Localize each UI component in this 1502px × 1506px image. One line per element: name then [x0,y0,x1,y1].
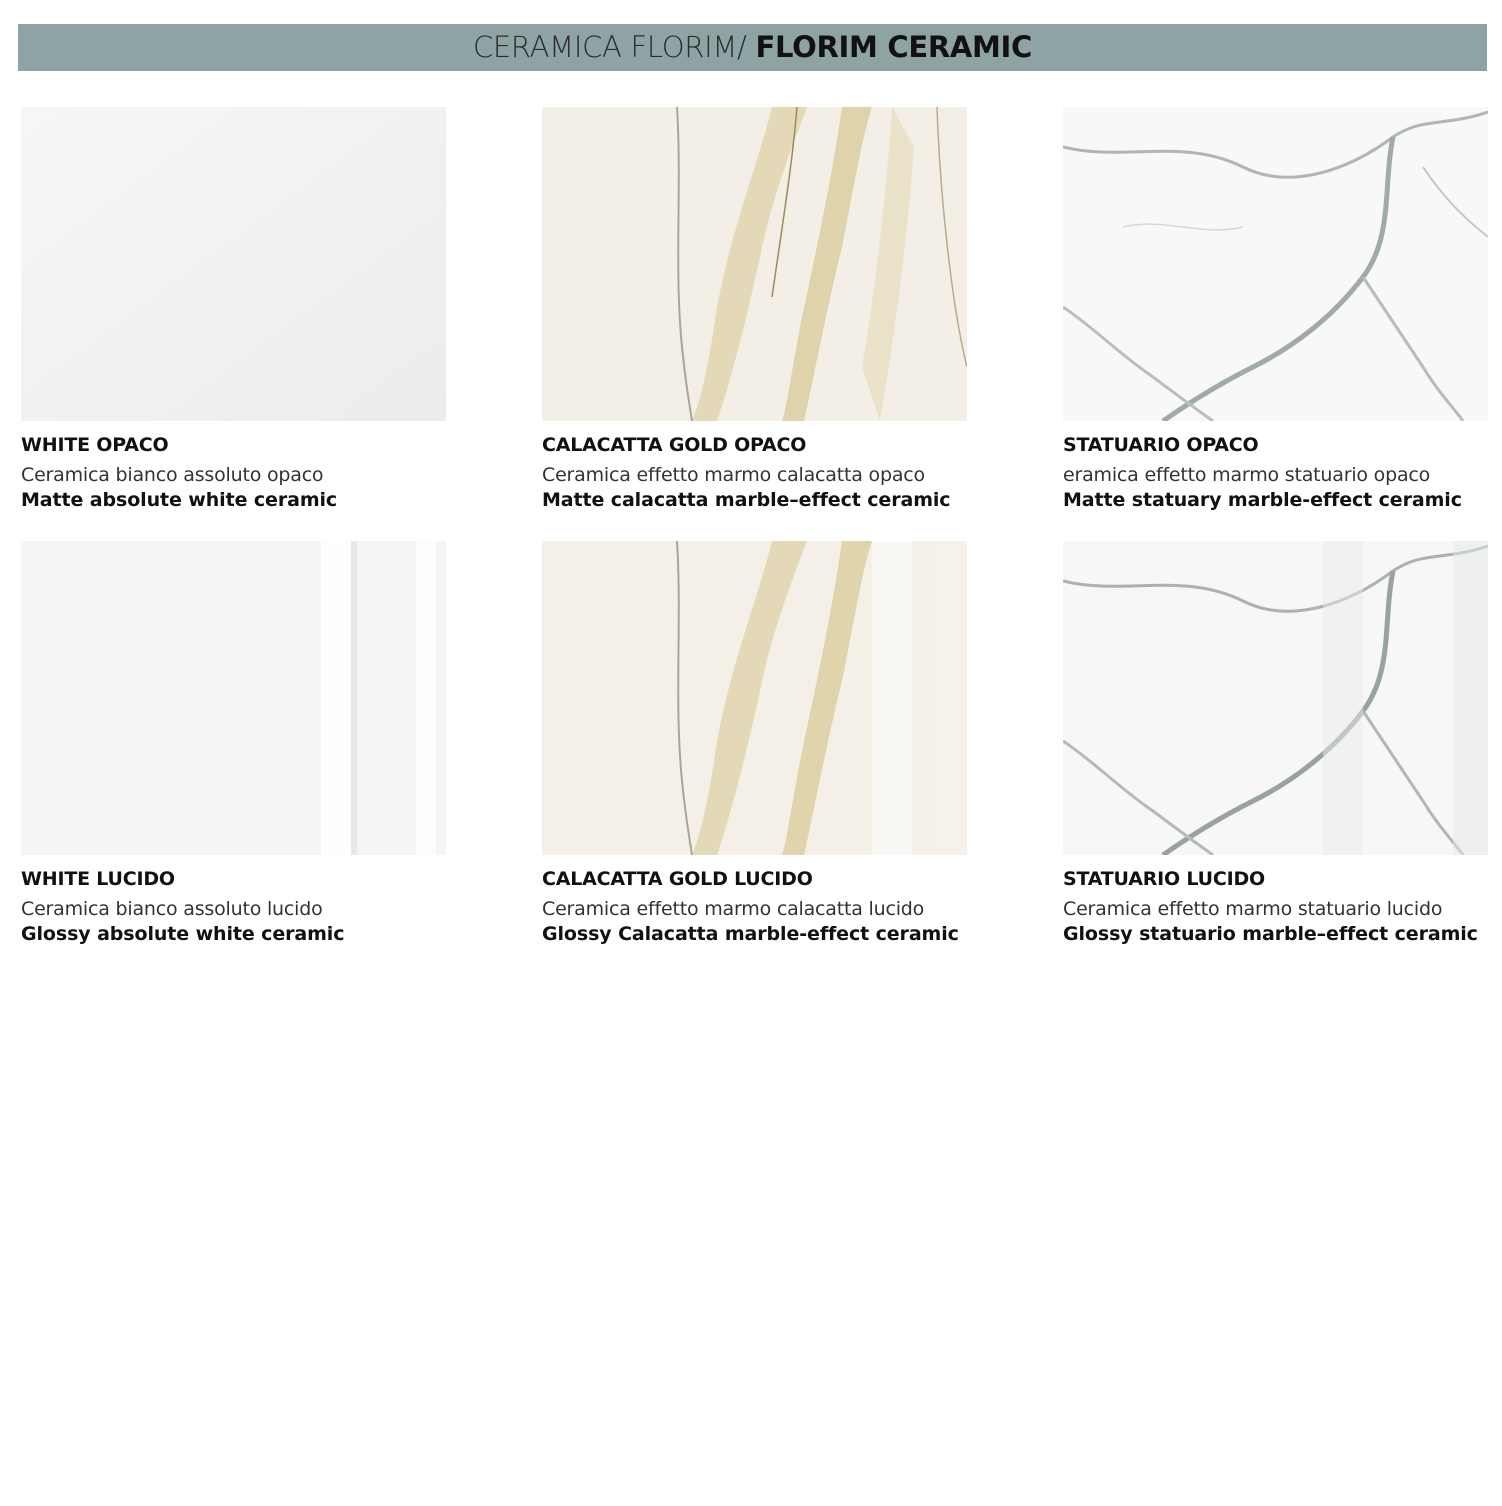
statuario-matte-texture [1063,107,1488,421]
sample-calacatta-gold-opaco [542,107,967,513]
statuario-glossy-texture [1063,541,1488,855]
swatch-statuario-matte [1063,107,1488,421]
sample-desc-en: Glossy absolute white ceramic [21,923,345,945]
sample-desc-it: Ceramica bianco assoluto lucido [21,898,323,920]
sample-statuario-lucido [1063,541,1488,947]
sample-name: CALACATTA GOLD OPACO [542,434,807,456]
sample-white-opaco [21,107,446,513]
white-matte-texture [21,107,446,421]
sample-desc-it: eramica effetto marmo statuario opaco [1063,464,1431,486]
sample-name: WHITE OPACO [21,434,169,456]
sample-calacatta-gold-lucido [542,541,967,947]
sample-name: CALACATTA GOLD LUCIDO [542,868,813,890]
title-italian: CERAMICA FLORIM/ [472,30,747,64]
page-title [473,24,1032,71]
sample-desc-en: Glossy statuario marble–effect ceramic [1063,923,1478,945]
sample-desc-it: Ceramica bianco assoluto opaco [21,464,324,486]
swatch-white-glossy [21,541,446,855]
sample-desc-en: Glossy Calacatta marble-effect ceramic [542,923,959,945]
page-header [18,24,1487,71]
swatch-calacatta-glossy [542,541,967,855]
swatch-statuario-glossy [1063,541,1488,855]
calacatta-glossy-texture [542,541,967,855]
sample-desc-it: Ceramica effetto marmo calacatta opaco [542,464,925,486]
swatch-white-matte [21,107,446,421]
swatch-calacatta-matte [542,107,967,421]
sample-name: WHITE LUCIDO [21,868,175,890]
sample-white-lucido [21,541,446,947]
sample-desc-it: Ceramica effetto marmo statuario lucido [1063,898,1443,920]
sample-name: STATUARIO LUCIDO [1063,868,1265,890]
calacatta-matte-texture [542,107,967,421]
title-english: FLORIM CERAMIC [755,30,1033,64]
sample-desc-it: Ceramica effetto marmo calacatta lucido [542,898,925,920]
sample-statuario-opaco [1063,107,1488,513]
sample-desc-en: Matte calacatta marble–effect ceramic [542,489,951,511]
sample-name: STATUARIO OPACO [1063,434,1259,456]
white-glossy-texture [21,541,446,855]
sample-desc-en: Matte absolute white ceramic [21,489,338,511]
sample-desc-en: Matte statuary marble-effect ceramic [1063,489,1462,511]
